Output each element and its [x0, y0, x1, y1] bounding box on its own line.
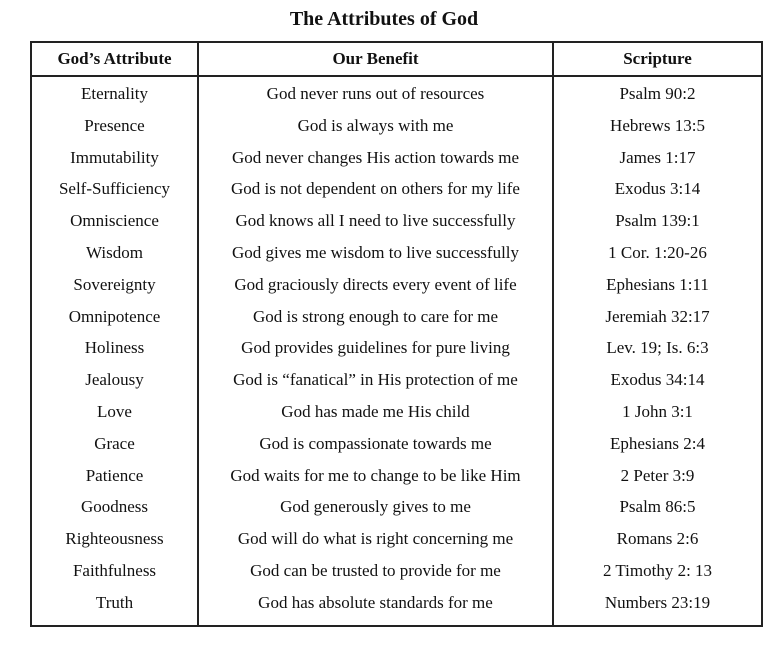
- benefit-cell: God never runs out of resources: [266, 84, 485, 103]
- table-row: [32, 491, 761, 523]
- attribute-cell: Jealousy: [85, 370, 144, 390]
- scripture-cell: James 1:17: [619, 147, 696, 167]
- header-scripture: Scripture: [623, 49, 692, 68]
- table-row: [32, 523, 761, 555]
- scripture-cell: 1 Cor. 1:20-26: [608, 243, 707, 262]
- scripture-cell: Psalm 139:1: [615, 211, 700, 231]
- scripture-cell: Ephesians 2:4: [610, 433, 705, 453]
- scripture-cell: 2 Timothy 2: 13: [602, 561, 713, 580]
- benefit-cell: God waits for me to change to be like Him: [230, 465, 521, 485]
- scripture-cell: Psalm 90:2: [619, 84, 696, 103]
- header-divider: [32, 75, 761, 77]
- benefit-cell: God gives me wisdom to live successfully: [231, 243, 520, 262]
- attribute-cell: Sovereignty: [73, 274, 156, 294]
- benefit-cell: God is “fanatical” in His protection of me: [233, 370, 518, 390]
- table-row: [32, 555, 761, 587]
- attribute-cell: Goodness: [80, 497, 149, 517]
- attribute-cell: Self-Sufficiency: [58, 179, 171, 199]
- table-row: [32, 301, 761, 333]
- benefit-cell: God is strong enough to care for me: [252, 306, 499, 326]
- table-row: [32, 587, 761, 619]
- benefit-cell: God generously gives to me: [280, 497, 471, 517]
- scripture-cell: Numbers 23:19: [604, 592, 711, 612]
- header-attribute: God’s Attribute: [57, 49, 172, 68]
- attribute-cell: Omnipotence: [68, 306, 161, 326]
- benefit-cell: God is compassionate towards me: [259, 433, 492, 453]
- table-row: [32, 269, 761, 301]
- attribute-cell: Immutability: [70, 147, 159, 167]
- benefit-cell: God is always with me: [297, 115, 454, 135]
- benefit-cell: God graciously directs every event of life: [234, 274, 517, 294]
- scripture-cell: 2 Peter 3:9: [620, 465, 695, 485]
- table-row: [32, 237, 761, 269]
- attribute-cell: Truth: [95, 592, 134, 612]
- benefit-cell: God provides guidelines for pure living: [241, 338, 510, 358]
- table-row: [32, 460, 761, 492]
- table-row: [32, 142, 761, 174]
- benefit-cell: God can be trusted to provide for me: [250, 561, 501, 580]
- table-row: [32, 364, 761, 396]
- attribute-cell: Faithfulness: [72, 561, 157, 580]
- attribute-cell: Righteousness: [65, 529, 164, 549]
- benefit-cell: God will do what is right concerning me: [237, 529, 514, 549]
- attribute-cell: Wisdom: [86, 243, 143, 262]
- scripture-cell: Jeremiah 32:17: [605, 306, 710, 326]
- scripture-cell: Exodus 3:14: [614, 179, 701, 199]
- attribute-cell: Grace: [94, 433, 135, 453]
- scripture-cell: Lev. 19; Is. 6:3: [606, 338, 709, 358]
- table-row: [32, 78, 761, 110]
- attribute-cell: Omniscience: [70, 211, 159, 231]
- table-row: [32, 173, 761, 205]
- attribute-cell: Presence: [84, 115, 145, 135]
- table-row: [32, 205, 761, 237]
- header-benefit: Our Benefit: [332, 49, 419, 68]
- scripture-cell: Psalm 86:5: [619, 497, 696, 517]
- table-row: [32, 332, 761, 364]
- attributes-table: [30, 41, 763, 627]
- benefit-cell: God never changes His action towards me: [231, 147, 520, 167]
- benefit-cell: God has absolute standards for me: [258, 592, 493, 612]
- scripture-cell: Hebrews 13:5: [610, 115, 705, 135]
- scripture-cell: Romans 2:6: [616, 529, 699, 549]
- benefit-cell: God knows all I need to live successfully: [235, 211, 516, 231]
- attribute-cell: Holiness: [84, 338, 145, 358]
- benefit-cell: God has made me His child: [281, 402, 470, 421]
- table-row: [32, 110, 761, 142]
- scripture-cell: Exodus 34:14: [610, 370, 705, 390]
- table-row: [32, 396, 761, 428]
- scripture-cell: 1 John 3:1: [622, 402, 693, 421]
- scripture-cell: Ephesians 1:11: [606, 274, 709, 294]
- benefit-cell: God is not dependent on others for my life: [231, 179, 520, 199]
- attribute-cell: Eternality: [80, 84, 149, 103]
- table-row: [32, 428, 761, 460]
- attribute-cell: Love: [97, 402, 132, 421]
- attribute-cell: Patience: [85, 465, 144, 485]
- page-title: The Attributes of God: [289, 8, 479, 30]
